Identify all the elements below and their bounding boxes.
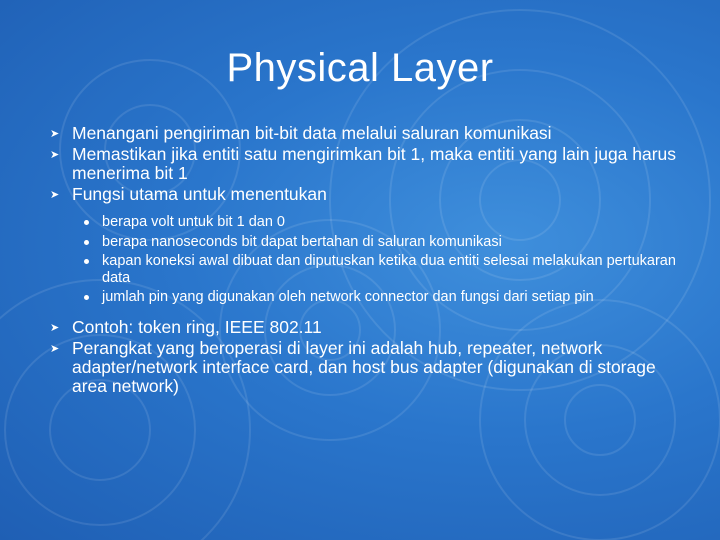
slide-body — [50, 123, 686, 398]
round-dot-bullet-icon — [84, 220, 89, 225]
bullet-text: Fungsi utama untuk menentukan — [72, 184, 327, 204]
round-dot-bullet-icon — [84, 295, 89, 300]
arrowhead-bullet-icon: ➤ — [50, 321, 60, 334]
sub-bullet-list — [56, 214, 686, 306]
arrowhead-bullet-icon: ➤ — [50, 189, 60, 201]
sub-bullet-item — [84, 253, 686, 286]
round-dot-bullet-icon — [84, 240, 89, 245]
sub-bullet-item — [84, 234, 686, 251]
bullet-item — [50, 337, 686, 396]
sub-bullet-text: berapa nanoseconds bit dapat bertahan di saluran komunikasi — [102, 233, 502, 250]
sub-bullet-text: jumlah pin yang digunakan oleh network connector dan fungsi dari setiap pin — [102, 289, 594, 305]
arrowhead-bullet-icon: ➤ — [50, 149, 60, 161]
round-dot-bullet-icon — [84, 259, 89, 264]
bullet-text: Menangani pengiriman bit-bit data melalui saluran komunikasi — [72, 123, 552, 143]
slide-title: Physical Layer — [226, 46, 494, 90]
sub-bullet-text: kapan koneksi awal dibuat dan diputuskan ketika dua entiti selesai melakukan pertukaran data — [102, 253, 676, 286]
bullet-text: Perangkat yang beroperasi di layer ini adalah hub, repeater, network adapter/network interface card, dan host bus adapter (digunakan di storage area network) — [72, 337, 656, 396]
arrowhead-bullet-icon: ➤ — [50, 128, 60, 140]
bullet-text: Contoh: token ring, IEEE 802.11 — [72, 316, 322, 337]
bullet-item — [50, 316, 686, 337]
arrowhead-bullet-icon: ➤ — [50, 342, 60, 355]
bullet-item — [50, 123, 686, 143]
bullet-item — [50, 184, 686, 204]
bullet-text: Memastikan jika entiti satu mengirimkan bit 1, maka entiti yang lain juga harus menerima bit 1 — [72, 144, 677, 183]
bullet-item — [50, 144, 686, 183]
sub-bullet-item — [84, 289, 686, 306]
sub-bullet-text: berapa volt untuk bit 1 dan 0 — [102, 214, 285, 230]
sub-bullet-item — [84, 214, 686, 231]
